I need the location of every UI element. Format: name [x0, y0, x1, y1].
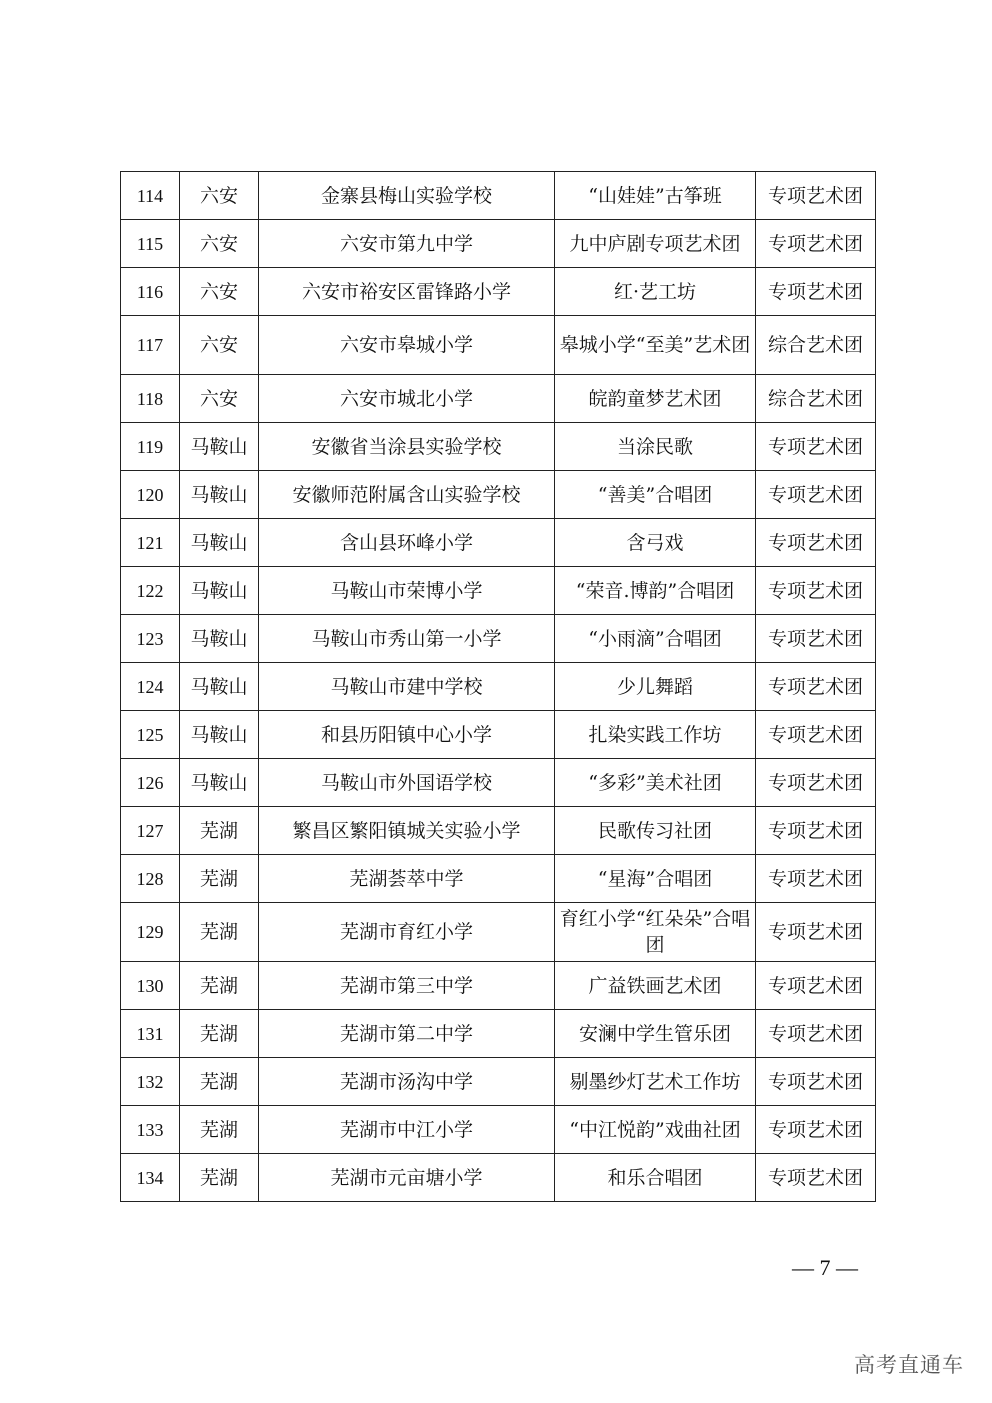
program-name-cell: “善美”合唱团 — [555, 471, 756, 519]
school-cell: 六安市皋城小学 — [259, 316, 555, 375]
table-row — [121, 1106, 876, 1154]
city-cell: 马鞍山 — [180, 615, 259, 663]
program-name-cell: 皋城小学“至美”艺术团 — [555, 316, 756, 375]
table-row — [121, 663, 876, 711]
troupe-type-cell: 专项艺术团 — [756, 519, 876, 567]
row-number: 118 — [121, 375, 180, 423]
program-name-cell: 育红小学“红朵朵”合唱团 — [555, 903, 756, 962]
troupe-type-cell: 专项艺术团 — [756, 1154, 876, 1202]
troupe-type-cell: 专项艺术团 — [756, 615, 876, 663]
school-cell: 芜湖市元亩塘小学 — [259, 1154, 555, 1202]
troupe-type-cell: 专项艺术团 — [756, 268, 876, 316]
city-cell: 六安 — [180, 172, 259, 220]
program-name-cell: “山娃娃”古筝班 — [555, 172, 756, 220]
program-name-cell: “荣音.博韵”合唱团 — [555, 567, 756, 615]
city-cell: 六安 — [180, 220, 259, 268]
table-row — [121, 759, 876, 807]
table-body — [121, 172, 876, 1202]
row-number: 116 — [121, 268, 180, 316]
troupe-type-cell: 专项艺术团 — [756, 567, 876, 615]
city-cell: 马鞍山 — [180, 663, 259, 711]
row-number: 121 — [121, 519, 180, 567]
row-number: 129 — [121, 903, 180, 962]
school-cell: 六安市城北小学 — [259, 375, 555, 423]
row-number: 120 — [121, 471, 180, 519]
school-cell: 繁昌区繁阳镇城关实验小学 — [259, 807, 555, 855]
table-row — [121, 519, 876, 567]
troupe-type-cell: 专项艺术团 — [756, 855, 876, 903]
row-number: 117 — [121, 316, 180, 375]
table-row — [121, 962, 876, 1010]
troupe-type-cell: 专项艺术团 — [756, 1010, 876, 1058]
program-name-cell: 当涂民歌 — [555, 423, 756, 471]
table-row — [121, 316, 876, 375]
row-number: 125 — [121, 711, 180, 759]
program-name-cell: 红·艺工坊 — [555, 268, 756, 316]
program-name-cell: 广益铁画艺术团 — [555, 962, 756, 1010]
program-name-cell: 皖韵童梦艺术团 — [555, 375, 756, 423]
troupe-type-cell: 专项艺术团 — [756, 759, 876, 807]
row-number: 127 — [121, 807, 180, 855]
table-row — [121, 855, 876, 903]
page-number: — 7 — — [792, 1255, 858, 1280]
table-row — [121, 615, 876, 663]
row-number: 132 — [121, 1058, 180, 1106]
troupe-type-cell: 专项艺术团 — [756, 903, 876, 962]
row-number: 126 — [121, 759, 180, 807]
city-cell: 芜湖 — [180, 1154, 259, 1202]
watermark: 高考直通车 — [854, 1353, 964, 1377]
troupe-type-cell: 专项艺术团 — [756, 220, 876, 268]
school-cell: 金寨县梅山实验学校 — [259, 172, 555, 220]
table-row — [121, 567, 876, 615]
table-row — [121, 220, 876, 268]
school-cell: 芜湖市第三中学 — [259, 962, 555, 1010]
row-number: 128 — [121, 855, 180, 903]
row-number: 119 — [121, 423, 180, 471]
school-cell: 芜湖市汤沟中学 — [259, 1058, 555, 1106]
row-number: 114 — [121, 172, 180, 220]
troupe-type-cell: 专项艺术团 — [756, 471, 876, 519]
troupe-type-cell: 专项艺术团 — [756, 1058, 876, 1106]
troupe-type-cell: 专项艺术团 — [756, 807, 876, 855]
table-row — [121, 471, 876, 519]
row-number: 134 — [121, 1154, 180, 1202]
program-name-cell: 九中庐剧专项艺术团 — [555, 220, 756, 268]
city-cell: 马鞍山 — [180, 711, 259, 759]
table-row — [121, 172, 876, 220]
troupe-type-cell: 专项艺术团 — [756, 962, 876, 1010]
row-number: 133 — [121, 1106, 180, 1154]
city-cell: 芜湖 — [180, 855, 259, 903]
city-cell: 马鞍山 — [180, 759, 259, 807]
row-number: 124 — [121, 663, 180, 711]
row-number: 122 — [121, 567, 180, 615]
school-cell: 安徽师范附属含山实验学校 — [259, 471, 555, 519]
school-cell: 芜湖市第二中学 — [259, 1010, 555, 1058]
program-name-cell: “多彩”美术社团 — [555, 759, 756, 807]
city-cell: 芜湖 — [180, 807, 259, 855]
program-name-cell: 民歌传习社团 — [555, 807, 756, 855]
school-cell: 和县历阳镇中心小学 — [259, 711, 555, 759]
school-cell: 安徽省当涂县实验学校 — [259, 423, 555, 471]
program-name-cell: “小雨滴”合唱团 — [555, 615, 756, 663]
school-cell: 含山县环峰小学 — [259, 519, 555, 567]
table-row — [121, 807, 876, 855]
table-row — [121, 711, 876, 759]
city-cell: 马鞍山 — [180, 423, 259, 471]
program-name-cell: 和乐合唱团 — [555, 1154, 756, 1202]
city-cell: 芜湖 — [180, 1058, 259, 1106]
city-cell: 马鞍山 — [180, 567, 259, 615]
troupe-type-cell: 专项艺术团 — [756, 711, 876, 759]
program-name-cell: 扎染实践工作坊 — [555, 711, 756, 759]
row-number: 131 — [121, 1010, 180, 1058]
city-cell: 芜湖 — [180, 1010, 259, 1058]
troupe-type-cell: 综合艺术团 — [756, 375, 876, 423]
school-cell: 芜湖市中江小学 — [259, 1106, 555, 1154]
table-row — [121, 423, 876, 471]
city-cell: 六安 — [180, 316, 259, 375]
school-cell: 芜湖市育红小学 — [259, 903, 555, 962]
row-number: 130 — [121, 962, 180, 1010]
table-row — [121, 1154, 876, 1202]
row-number: 123 — [121, 615, 180, 663]
city-cell: 马鞍山 — [180, 519, 259, 567]
table-row — [121, 1010, 876, 1058]
program-name-cell: 含弓戏 — [555, 519, 756, 567]
troupe-type-cell: 专项艺术团 — [756, 663, 876, 711]
program-name-cell: 安澜中学生管乐团 — [555, 1010, 756, 1058]
troupe-type-cell: 专项艺术团 — [756, 423, 876, 471]
troupe-type-cell: 专项艺术团 — [756, 1106, 876, 1154]
school-table — [120, 171, 876, 1202]
city-cell: 马鞍山 — [180, 471, 259, 519]
program-name-cell: “中江悦韵”戏曲社团 — [555, 1106, 756, 1154]
row-number: 115 — [121, 220, 180, 268]
table-row — [121, 375, 876, 423]
city-cell: 芜湖 — [180, 1106, 259, 1154]
table-row — [121, 1058, 876, 1106]
program-name-cell: “星海”合唱团 — [555, 855, 756, 903]
school-cell: 马鞍山市建中学校 — [259, 663, 555, 711]
troupe-type-cell: 专项艺术团 — [756, 172, 876, 220]
school-cell: 马鞍山市荣博小学 — [259, 567, 555, 615]
school-cell: 芜湖荟萃中学 — [259, 855, 555, 903]
school-cell: 六安市第九中学 — [259, 220, 555, 268]
school-cell: 马鞍山市外国语学校 — [259, 759, 555, 807]
table-row — [121, 903, 876, 962]
city-cell: 六安 — [180, 268, 259, 316]
school-cell: 六安市裕安区雷锋路小学 — [259, 268, 555, 316]
troupe-type-cell: 综合艺术团 — [756, 316, 876, 375]
table-row — [121, 268, 876, 316]
city-cell: 六安 — [180, 375, 259, 423]
program-name-cell: 少儿舞蹈 — [555, 663, 756, 711]
program-name-cell: 剔墨纱灯艺术工作坊 — [555, 1058, 756, 1106]
school-cell: 马鞍山市秀山第一小学 — [259, 615, 555, 663]
city-cell: 芜湖 — [180, 962, 259, 1010]
city-cell: 芜湖 — [180, 903, 259, 962]
